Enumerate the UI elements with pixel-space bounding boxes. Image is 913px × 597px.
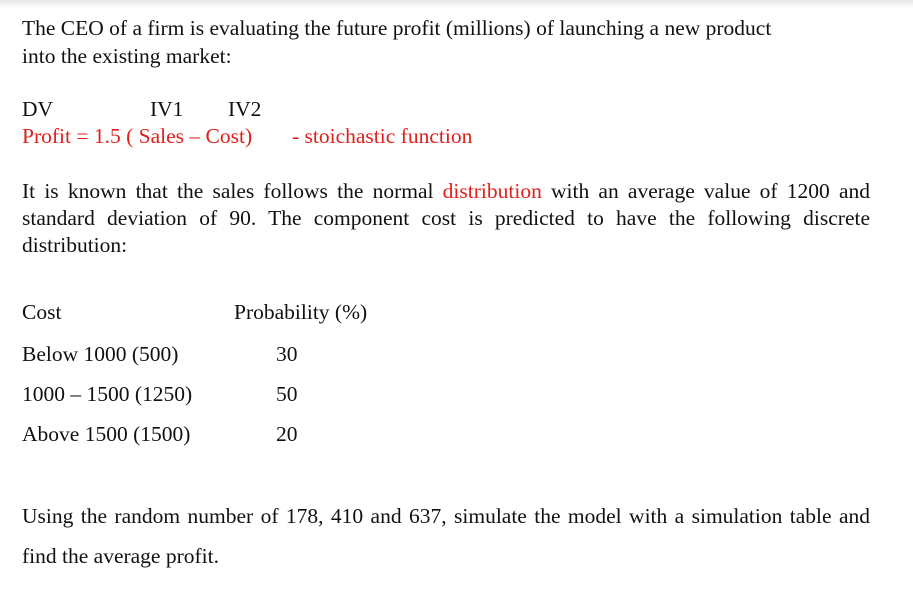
iv2-label: IV2	[228, 97, 262, 121]
intro-line-1: The CEO of a firm is evaluating the future profit (millions) of launching a new product	[22, 16, 772, 40]
table-cell-probability: 50	[276, 382, 298, 406]
formula-note: - stoichastic function	[292, 124, 473, 148]
dv-label: DV	[22, 97, 54, 121]
description-text-end: with an average value of 1200 and standard deviation of 90. The component cost is predicted to have the following discrete distribution:	[22, 179, 871, 257]
table-cell-probability: 30	[276, 342, 298, 366]
profit-formula: Profit = 1.5 ( Sales – Cost)	[22, 124, 253, 148]
description-text-start: It is known that the sales follows the normal	[22, 179, 443, 203]
table-cell-cost: Below 1000 (500)	[22, 342, 179, 366]
question-paragraph: Using the random number of 178, 410 and 637, simulate the model with a simulation table and find the average profit.	[22, 504, 870, 568]
distribution-highlight: distribution	[442, 179, 542, 203]
table-cell-probability: 20	[276, 422, 298, 446]
top-edge-shadow	[0, 0, 913, 8]
table-cell-cost: 1000 – 1500 (1250)	[22, 382, 193, 406]
table-header-probability: Probability (%)	[234, 300, 368, 324]
iv1-label: IV1	[150, 97, 184, 121]
description-paragraph	[22, 178, 870, 259]
table-header-cost: Cost	[22, 300, 62, 324]
intro-line-2: into the existing market:	[22, 44, 232, 68]
table-cell-cost: Above 1500 (1500)	[22, 422, 191, 446]
